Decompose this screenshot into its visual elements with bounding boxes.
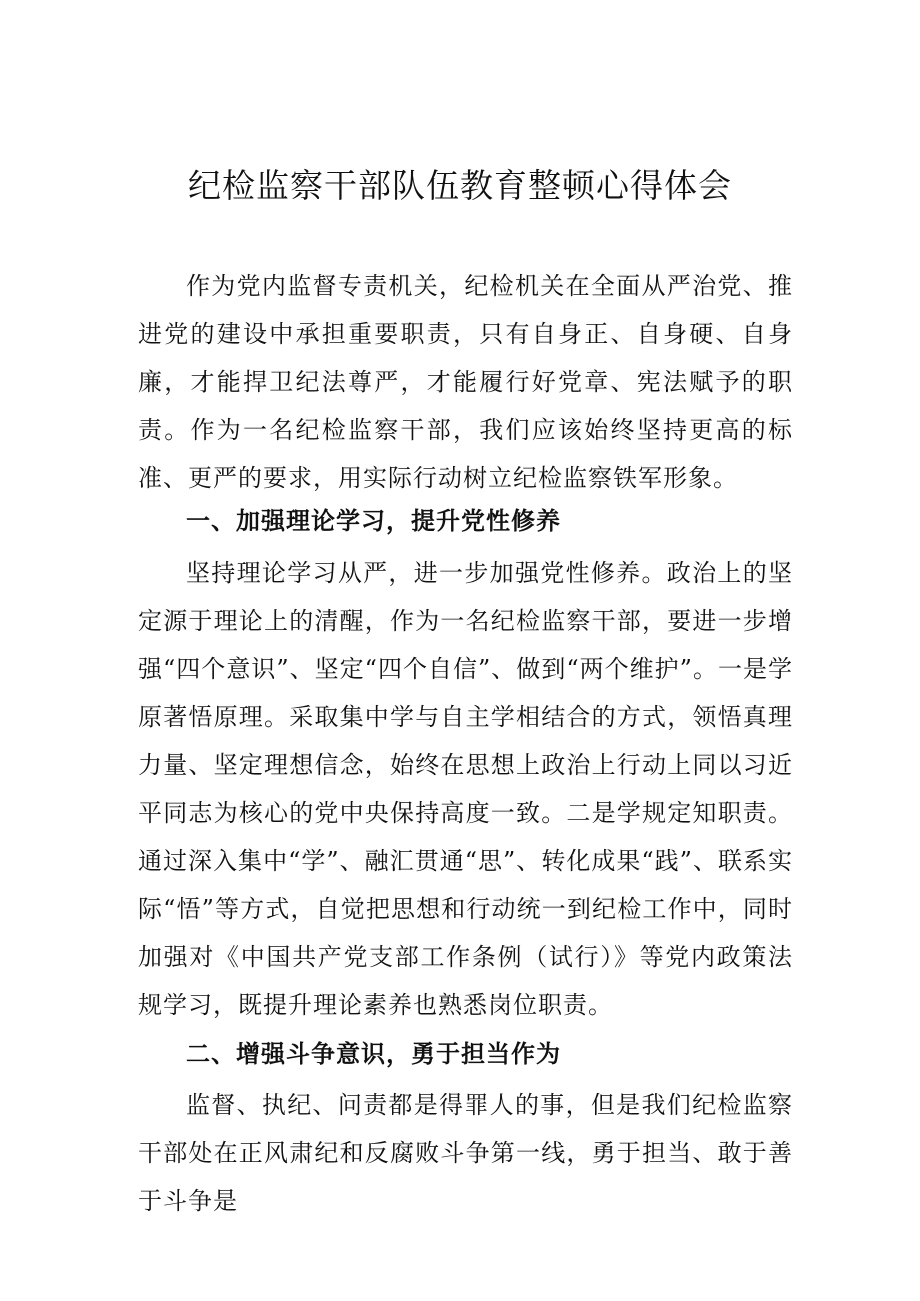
section-heading-2: 二、增强斗争意识，勇于担当作为 xyxy=(186,1040,561,1068)
section-paragraph-1: 坚持理论学习从严，进一步加强党性修养。政治上的坚定源于理论上的清醒，作为一名纪检监察干部，要进一步增强“四个意识”、坚定“四个自信”、做到“两个维护”。一是学原著悟原理。采取集中学与自主学相结合的方式，领悟真理力量、坚定理想信念，始终在思想上政治上行动上同以习近平同志为核心的党中央保持高度一致。二是学规定知职责。通过深入集中“学”、融汇贯通“思”、转化成果“践”、联系实际“悟”等方式，自觉把思想和行动统一到纪检工作中，同时加强对《中国共产党支部工作条例（试行）》等党内政策法规学习，既提升理论素养也熟悉岗位职责。 xyxy=(138,559,793,1019)
section-paragraph-2: 监督、执纪、问责都是得罪人的事，但是我们纪检监察干部处在正风肃纪和反腐败斗争第一线，勇于担当、敢于善于斗争是 xyxy=(138,1091,793,1215)
document-title: 纪检监察干部队伍教育整顿心得体会 xyxy=(188,166,732,205)
intro-paragraph: 作为党内监督专责机关，纪检机关在全面从严治党、推进党的建设中承担重要职责，只有自身正、自身硬、自身廉，才能捍卫纪法尊严，才能履行好党章、宪法赋予的职责。作为一名纪检监察干部，我们应该始终坚持更高的标准、更严的要求，用实际行动树立纪检监察铁军形象。 xyxy=(138,272,793,492)
section-heading-1: 一、加强理论学习，提升党性修养 xyxy=(186,507,561,535)
